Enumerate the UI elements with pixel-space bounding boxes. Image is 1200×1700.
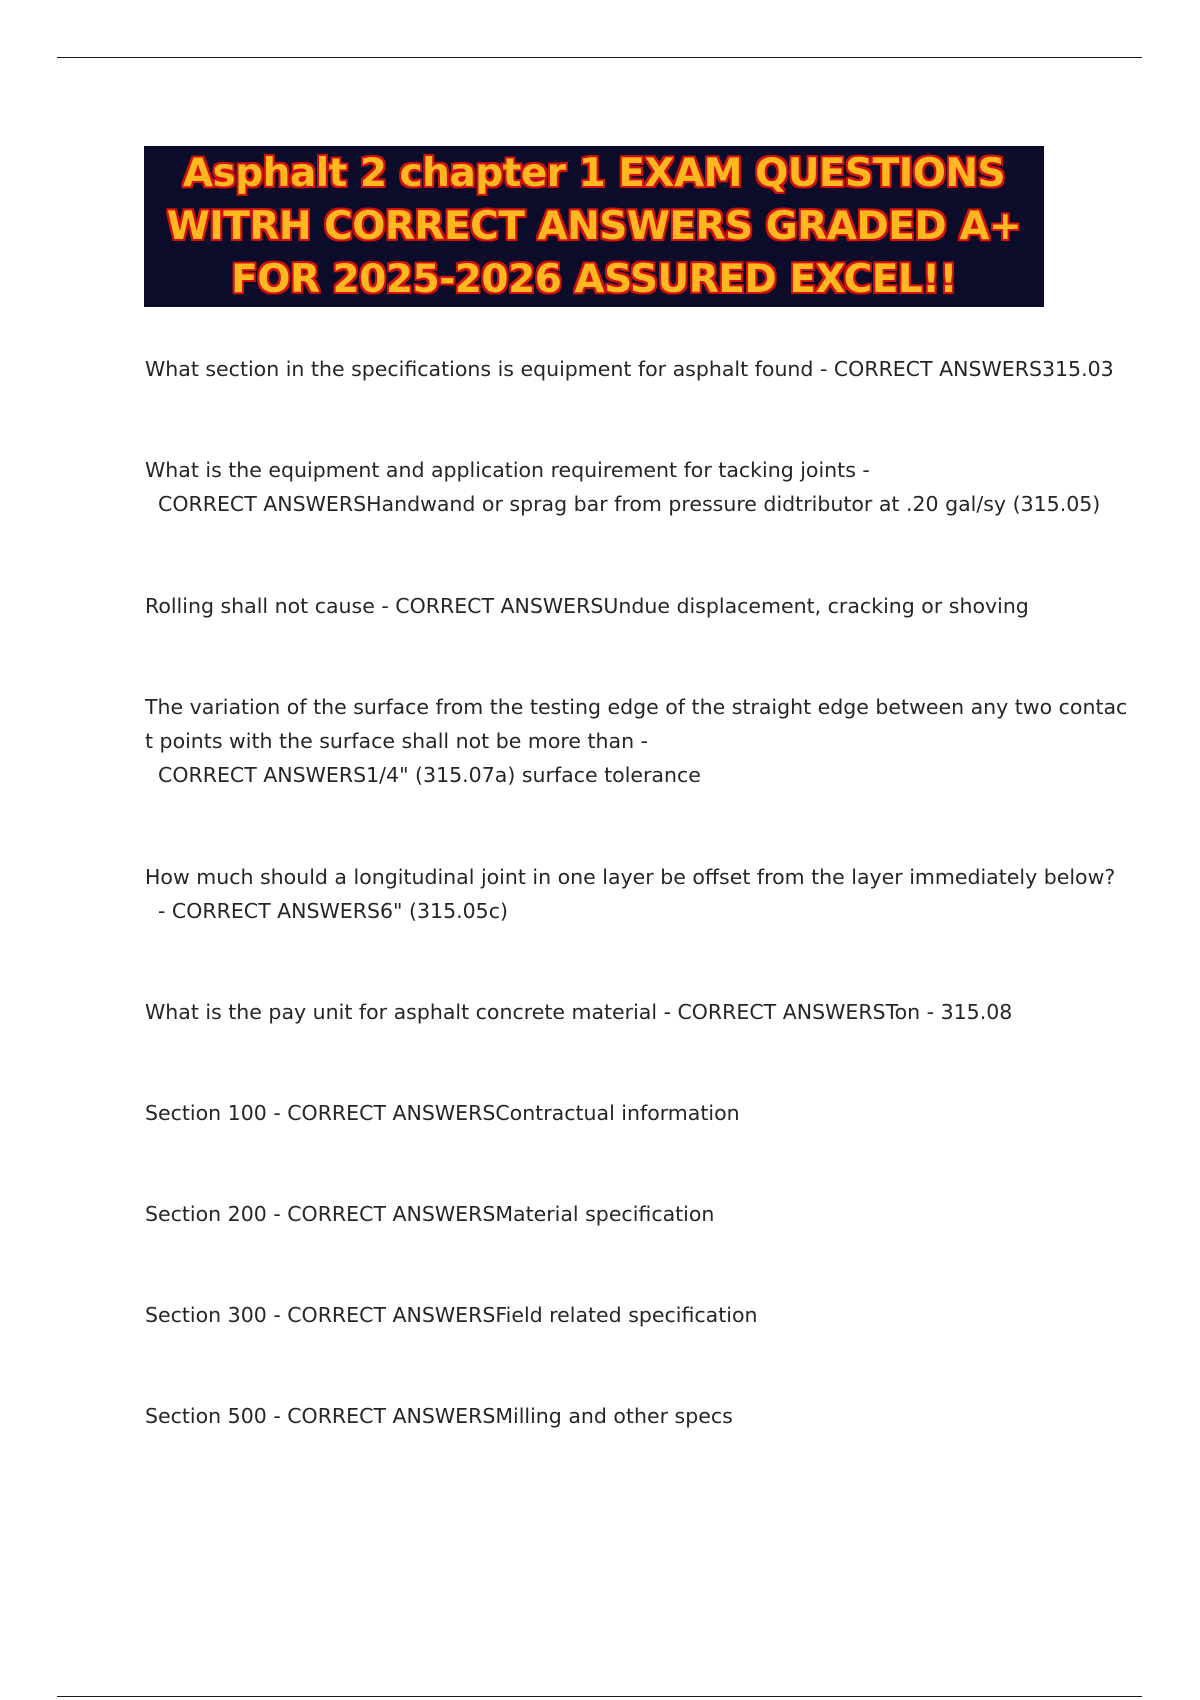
qa-item <box>145 1298 1090 1332</box>
qa-item <box>145 995 1090 1029</box>
qa-question: Rolling shall not cause - CORRECT ANSWERSUndue displacement, cracking or shoving <box>145 594 1029 618</box>
qa-question: What is the pay unit for asphalt concrete material - CORRECT ANSWERSTon - 315.08 <box>145 1000 1013 1024</box>
qa-answer: CORRECT ANSWERS1/4" (315.07a) surface tolerance <box>158 763 701 787</box>
banner-title-line-3: FOR 2025-2026 ASSURED EXCEL!! <box>231 257 957 302</box>
banner-title-line-2: WITRH CORRECT ANSWERS GRADED A+ <box>166 204 1022 249</box>
qa-question: The variation of the surface from the testing edge of the straight edge between any two contac <box>145 695 1128 719</box>
qa-question: What section in the specifications is equipment for asphalt found - CORRECT ANSWERS315.03 <box>145 357 1114 381</box>
top-rule <box>57 57 1142 58</box>
bottom-rule <box>57 1696 1142 1697</box>
qa-item <box>145 860 1116 928</box>
banner-title-line-1: Asphalt 2 chapter 1 EXAM QUESTIONS <box>182 151 1006 196</box>
title-banner <box>144 146 1044 307</box>
qa-question: Section 500 - CORRECT ANSWERSMilling and other specs <box>145 1404 733 1428</box>
qa-item <box>145 589 1090 623</box>
qa-answer: CORRECT ANSWERSHandwand or sprag bar from pressure didtributor at .20 gal/sy (315.05) <box>158 492 1101 516</box>
qa-question-cont: t points with the surface shall not be more than - <box>145 729 648 753</box>
qa-item <box>145 352 1114 386</box>
qa-item <box>145 1197 1090 1231</box>
qa-item <box>145 1096 1090 1130</box>
qa-item <box>145 453 1101 521</box>
qa-item <box>145 690 1128 792</box>
qa-answer: - CORRECT ANSWERS6" (315.05c) <box>158 899 508 923</box>
qa-question: Section 100 - CORRECT ANSWERSContractual information <box>145 1101 740 1125</box>
qa-item <box>145 1399 1090 1433</box>
qa-question: How much should a longitudinal joint in one layer be offset from the layer immediately below? <box>145 865 1116 889</box>
qa-question: Section 200 - CORRECT ANSWERSMaterial specification <box>145 1202 715 1226</box>
qa-question: Section 300 - CORRECT ANSWERSField related specification <box>145 1303 758 1327</box>
qa-question: What is the equipment and application requirement for tacking joints - <box>145 458 870 482</box>
